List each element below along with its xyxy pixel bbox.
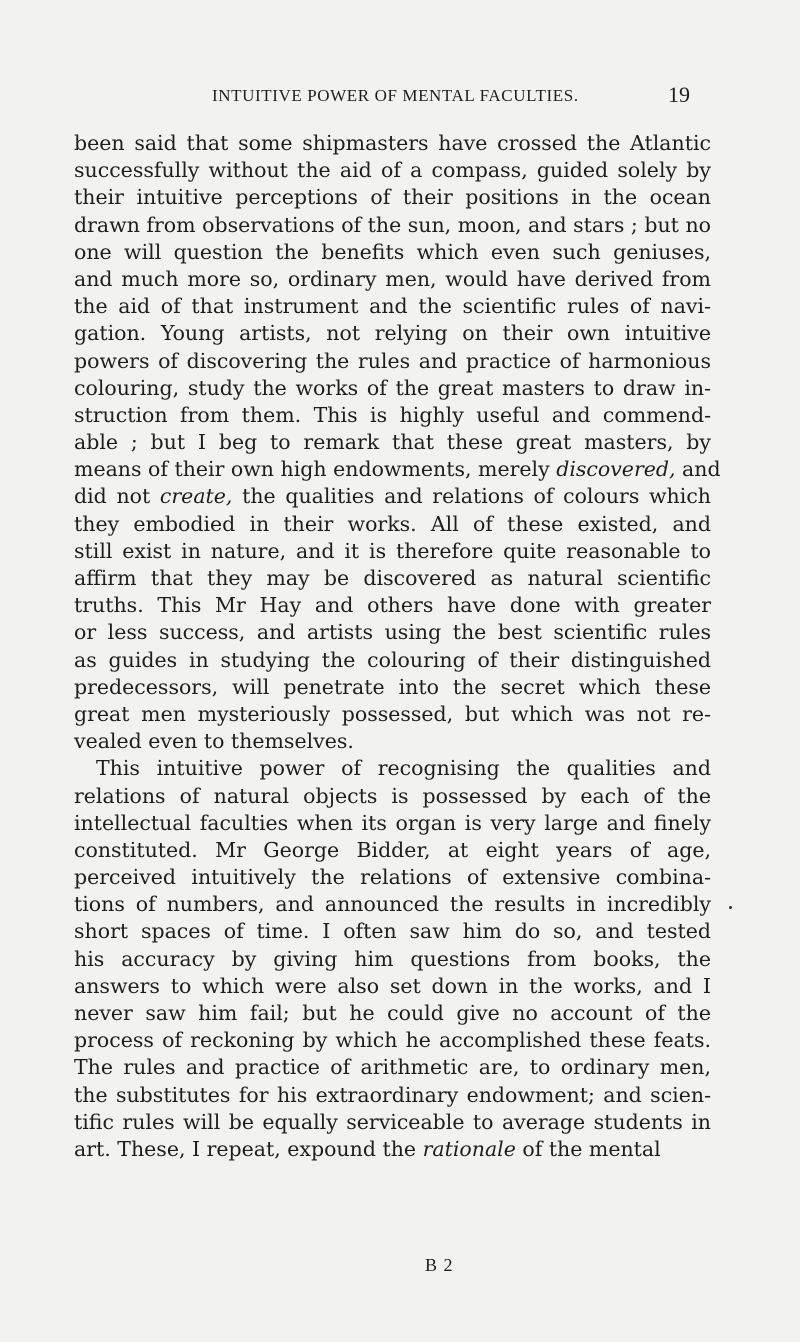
text-line [74,973,711,1000]
text-run: the qualities and relations of colours which [232,484,711,509]
text-run: did not [74,484,160,509]
text-line [74,1027,711,1054]
text-run: means of their own high endowments, merely [74,457,557,482]
italic-text: discovered, [556,457,676,482]
text-line [74,810,711,837]
text-line [74,1054,711,1081]
text-run: short spaces of time. I often saw him do so, and tested [74,919,711,944]
text-run: colouring, study the works of the great masters to draw in- [74,375,711,400]
text-line [74,647,711,674]
text-run: still exist in nature, and it is therefore quite reasonable to [74,538,711,563]
text-run: his accuracy by giving him questions from books, the [74,946,711,971]
text-run: the aid of that instrument and the scientific rules of navi- [74,294,711,319]
text-line [74,266,711,293]
text-line [74,239,711,266]
text-line [74,212,711,239]
signature-mark: B 2 [425,1255,454,1275]
text-line [74,538,711,565]
text-line [74,375,711,402]
text-line [74,130,711,157]
text-line [74,565,711,592]
text-run: one will question the benefits which even such geniuses, [74,239,711,264]
text-run: tific rules will be equally serviceable to average students in [74,1109,711,1134]
text-run: predecessors, will penetrate into the secret which these [74,674,711,699]
text-line [74,1000,711,1027]
text-run: answers to which were also set down in the works, and I [74,973,711,998]
text-line [74,946,711,973]
text-run: never saw him fail; but he could give no account of the [74,1001,711,1025]
text-run: relations of natural objects is possessed by each of the [74,783,711,808]
text-line [74,891,711,918]
stray-ink-mark [729,906,732,909]
text-run: the substitutes for his extraordinary endowment; and scien- [74,1082,711,1107]
text-line [74,348,711,375]
text-line [74,157,711,184]
text-run: and much more so, ordinary men, would have derived from [74,266,711,291]
text-run: truths. This Mr Hay and others have done with greater [74,593,711,618]
text-run: affirm that they may be discovered as natural scientific [74,566,711,590]
text-line [74,456,721,483]
text-line [74,619,711,646]
text-run: drawn from observations of the sun, moon, and stars ; but no [74,212,711,237]
text-run: been said that some shipmasters have crossed the Atlantic [74,131,711,155]
text-line [74,837,711,864]
text-line [74,1136,711,1163]
text-run: great men mysteriously possessed, but which was not re- [74,701,711,726]
text-run: successfully without the aid of a compass, guided solely by [74,158,711,183]
text-run: process of reckoning by which he accomplished these feats. [74,1028,711,1053]
text-line [74,293,711,320]
text-line [74,918,711,945]
running-head: INTUITIVE POWER OF MENTAL FACULTIES. [212,86,579,105]
text-line [74,1109,711,1136]
text-line [74,511,711,538]
text-run: their intuitive perceptions of their positions in the ocean [74,185,711,210]
text-line [74,783,711,810]
text-run: This intuitive power of recognising the qualities and [96,756,711,781]
text-run: perceived intuitively the relations of extensive combina- [74,865,711,890]
body-text [74,130,721,1163]
text-line [74,1082,711,1109]
text-line [74,755,711,782]
text-run: The rules and practice of arithmetic are, to ordinary men, [74,1055,711,1080]
text-run: constituted. Mr George Bidder, at eight years of age, [74,837,711,862]
text-line [74,674,711,701]
italic-text: rationale [422,1136,516,1161]
text-line [74,701,711,728]
text-line [74,864,711,891]
text-run: gation. Young artists, not relying on their own intuitive [74,321,711,346]
page-number: 19 [668,82,690,107]
italic-text: create, [159,484,233,509]
text-run: able ; but I beg to remark that these great masters, by [74,430,711,455]
text-run: as guides in studying the colouring of their distinguished [74,647,711,672]
text-run: art. These, I repeat, expound the [74,1136,423,1161]
text-line [74,402,711,429]
text-line [74,320,711,347]
text-run: and [675,457,721,482]
text-line [74,184,711,211]
text-line [74,728,711,755]
text-run: struction from them. This is highly useful and commend- [74,402,711,427]
text-run: intellectual faculties when its organ is very large and finely [74,810,711,835]
text-line [74,483,711,510]
text-run: they embodied in their works. All of these existed, and [74,511,711,536]
text-run: of the mental [515,1136,661,1161]
text-run: or less success, and artists using the best scientific rules [74,620,711,645]
text-run: vealed even to themselves. [74,729,354,754]
text-line [74,592,711,619]
text-line [74,429,711,456]
text-run: powers of discovering the rules and practice of harmonious [74,348,711,373]
text-run: tions of numbers, and announced the results in incredibly [74,892,711,917]
